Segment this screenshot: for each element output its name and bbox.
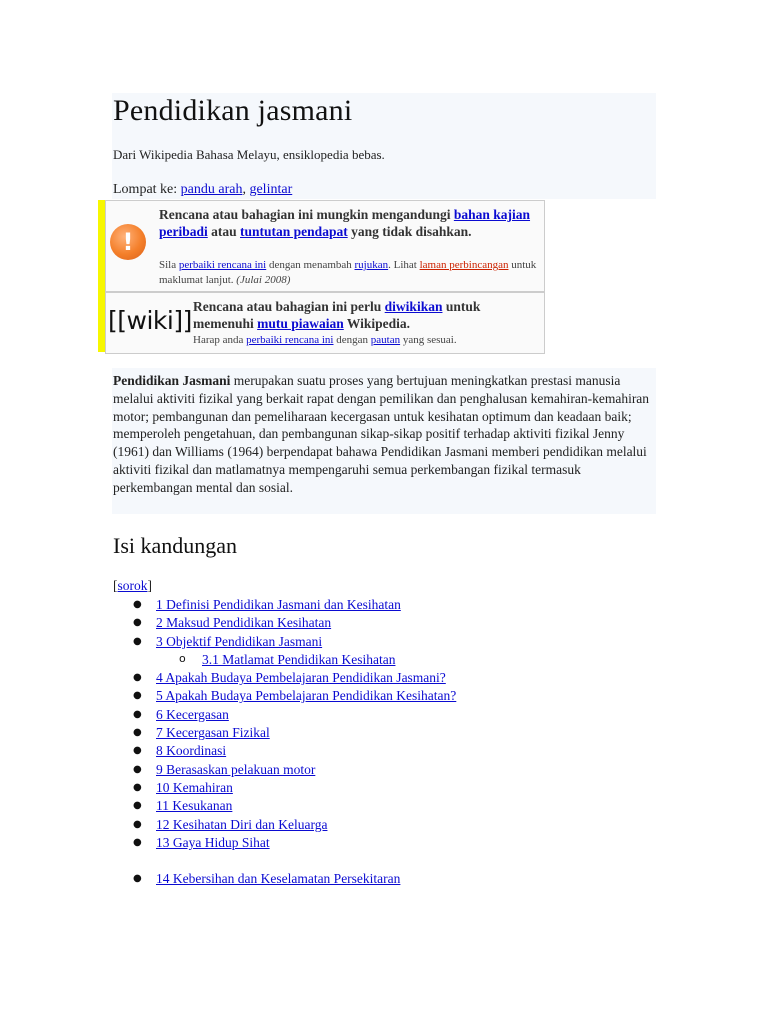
intro-paragraph: Pendidikan Jasmani merupakan suatu proses yang bertujuan meningkatkan prestasi manusia melalui aktiviti fizikal yang berkait rapat dengan pemilikan dan penghalusan kemahiran-kemahiran motor; pembangunan dan pemeliharaan kecergasan untuk kesihatan optimum dan keadaan baik; memperoleh pengetahuan, dan pembangunan sikap-sikap positif terhadap aktiviti fizikal Jenny (1961) dan Williams (1964) berpendapat bahawa Pendidikan Jasmani memberi pendidikan melalui aktiviti fizikal dan matlamatnya mempengaruhi semua perkembangan fizikal termasuk perkembangan mental dan sosial. bbox=[113, 373, 650, 495]
toc-link-6[interactable]: 6 Kecergasan bbox=[156, 706, 229, 722]
notice2-link-diwikikan[interactable]: diwikikan bbox=[384, 299, 443, 314]
notice1-link-kajian[interactable]: bahan kajian peribadi bbox=[159, 207, 531, 239]
toc-item: ● 10 Kemahiran bbox=[133, 779, 233, 795]
toc-item: ● 5 Apakah Budaya Pembelajaran Pendidikan Kesihatan? bbox=[133, 688, 457, 704]
wiki-logo-icon: [[wiki]] bbox=[108, 306, 192, 335]
toc-link-11[interactable]: 11 Kesukanan bbox=[156, 798, 233, 814]
jump-to: Lompat ke: pandu arah, gelintar bbox=[113, 182, 293, 197]
toc-link-2[interactable]: 2 Maksud Pendidikan Kesihatan bbox=[156, 615, 332, 631]
toc-item: ● 4 Apakah Budaya Pembelajaran Pendidikan Jasmani? bbox=[133, 670, 446, 686]
toc-link-9[interactable]: 9 Berasaskan pelakuan motor bbox=[156, 761, 316, 777]
jump-label: Lompat ke: bbox=[113, 182, 178, 197]
toc-item: ● 6 Kecergasan bbox=[133, 706, 229, 722]
notice2-subtext: Harap anda perbaiki rencana ini dengan pautan yang sesuai. bbox=[193, 334, 457, 346]
toc-link-7[interactable]: 7 Kecergasan Fizikal bbox=[156, 725, 270, 741]
notice1-link-rujukan[interactable]: rujukan bbox=[354, 259, 389, 271]
toc-item: ● 7 Kecergasan Fizikal bbox=[133, 725, 270, 741]
notice2-link-mutu[interactable]: mutu piawaian bbox=[257, 316, 344, 331]
toc-link-8[interactable]: 8 Koordinasi bbox=[156, 743, 227, 759]
toc-link-1[interactable]: 1 Definisi Pendidikan Jasmani dan Kesihatan bbox=[156, 597, 401, 612]
toc-link-14[interactable]: 14 Kebersihan dan Keselamatan Persekitaran bbox=[156, 871, 401, 887]
notice2-link-pautan[interactable]: pautan bbox=[370, 334, 401, 346]
jump-search-link[interactable]: gelintar bbox=[249, 182, 293, 197]
toc-item: ● 2 Maksud Pendidikan Kesihatan bbox=[133, 615, 332, 631]
toc-item: ● 1 Definisi Pendidikan Jasmani dan Kesihatan bbox=[133, 597, 401, 612]
toc-item: ● 8 Koordinasi bbox=[133, 743, 227, 759]
toc-subitem: o 3.1 Matlamat Pendidikan Kesihatan bbox=[179, 651, 396, 667]
notice1-link-perbincangan[interactable]: laman perbincangan bbox=[419, 259, 509, 271]
notice2-link-perbaiki[interactable]: perbaiki rencana ini bbox=[246, 334, 334, 346]
notice1-link-tuntutan[interactable]: tuntutan pendapat bbox=[240, 224, 348, 239]
jump-nav-link[interactable]: pandu arah bbox=[180, 182, 243, 197]
toc-item: ● 3 Objektif Pendidikan Jasmani bbox=[133, 633, 323, 649]
toc-item: ● 11 Kesukanan bbox=[133, 798, 233, 814]
notice-bar bbox=[98, 200, 105, 352]
toc-heading: Isi kandungan bbox=[113, 533, 238, 558]
toc-hide-link[interactable]: sorok bbox=[117, 578, 148, 593]
toc-link-5[interactable]: 5 Apakah Budaya Pembelajaran Pendidikan Kesihatan? bbox=[156, 688, 457, 704]
toc-item: ● 12 Kesihatan Diri dan Keluarga bbox=[133, 816, 328, 832]
toc-link-10[interactable]: 10 Kemahiran bbox=[156, 779, 233, 795]
toc-list bbox=[130, 596, 650, 888]
notice1-subtext: Sila perbaiki rencana ini dengan menambah rujukan. Lihat laman perbincangan untuk maklumat lanjut. (Julai 2008) bbox=[159, 259, 537, 286]
toc-item: ● 9 Berasaskan pelakuan motor bbox=[133, 761, 316, 777]
toc-link-12[interactable]: 12 Kesihatan Diri dan Keluarga bbox=[156, 816, 328, 832]
notice1-text: Rencana atau bahagian ini mungkin mengandungi bahan kajian peribadi atau tuntutan pendapat yang tidak disahkan. bbox=[159, 207, 531, 239]
toc-toggle: [sorok] bbox=[113, 578, 152, 593]
page-title: Pendidikan jasmani bbox=[113, 94, 353, 127]
warning-icon: ! bbox=[110, 224, 146, 260]
site-tagline: Dari Wikipedia Bahasa Melayu, ensiklopedia bebas. bbox=[113, 147, 385, 162]
intro-term: Pendidikan Jasmani bbox=[113, 373, 231, 388]
toc-link-13[interactable]: 13 Gaya Hidup Sihat bbox=[156, 834, 270, 850]
toc-item: ● 13 Gaya Hidup Sihat bbox=[133, 834, 270, 850]
notice1-link-perbaiki[interactable]: perbaiki rencana ini bbox=[178, 259, 267, 271]
toc-link-4[interactable]: 4 Apakah Budaya Pembelajaran Pendidikan Jasmani? bbox=[156, 670, 446, 686]
toc-link-3[interactable]: 3 Objektif Pendidikan Jasmani bbox=[156, 633, 323, 649]
notice2-text: Rencana atau bahagian ini perlu diwikikan untuk memenuhi mutu piawaian Wikipedia. bbox=[193, 299, 481, 331]
toc-link-3-1[interactable]: 3.1 Matlamat Pendidikan Kesihatan bbox=[202, 651, 396, 667]
toc-item: ● 14 Kebersihan dan Keselamatan Persekitaran bbox=[133, 871, 401, 887]
notice1-date: (Julai 2008) bbox=[236, 274, 291, 286]
